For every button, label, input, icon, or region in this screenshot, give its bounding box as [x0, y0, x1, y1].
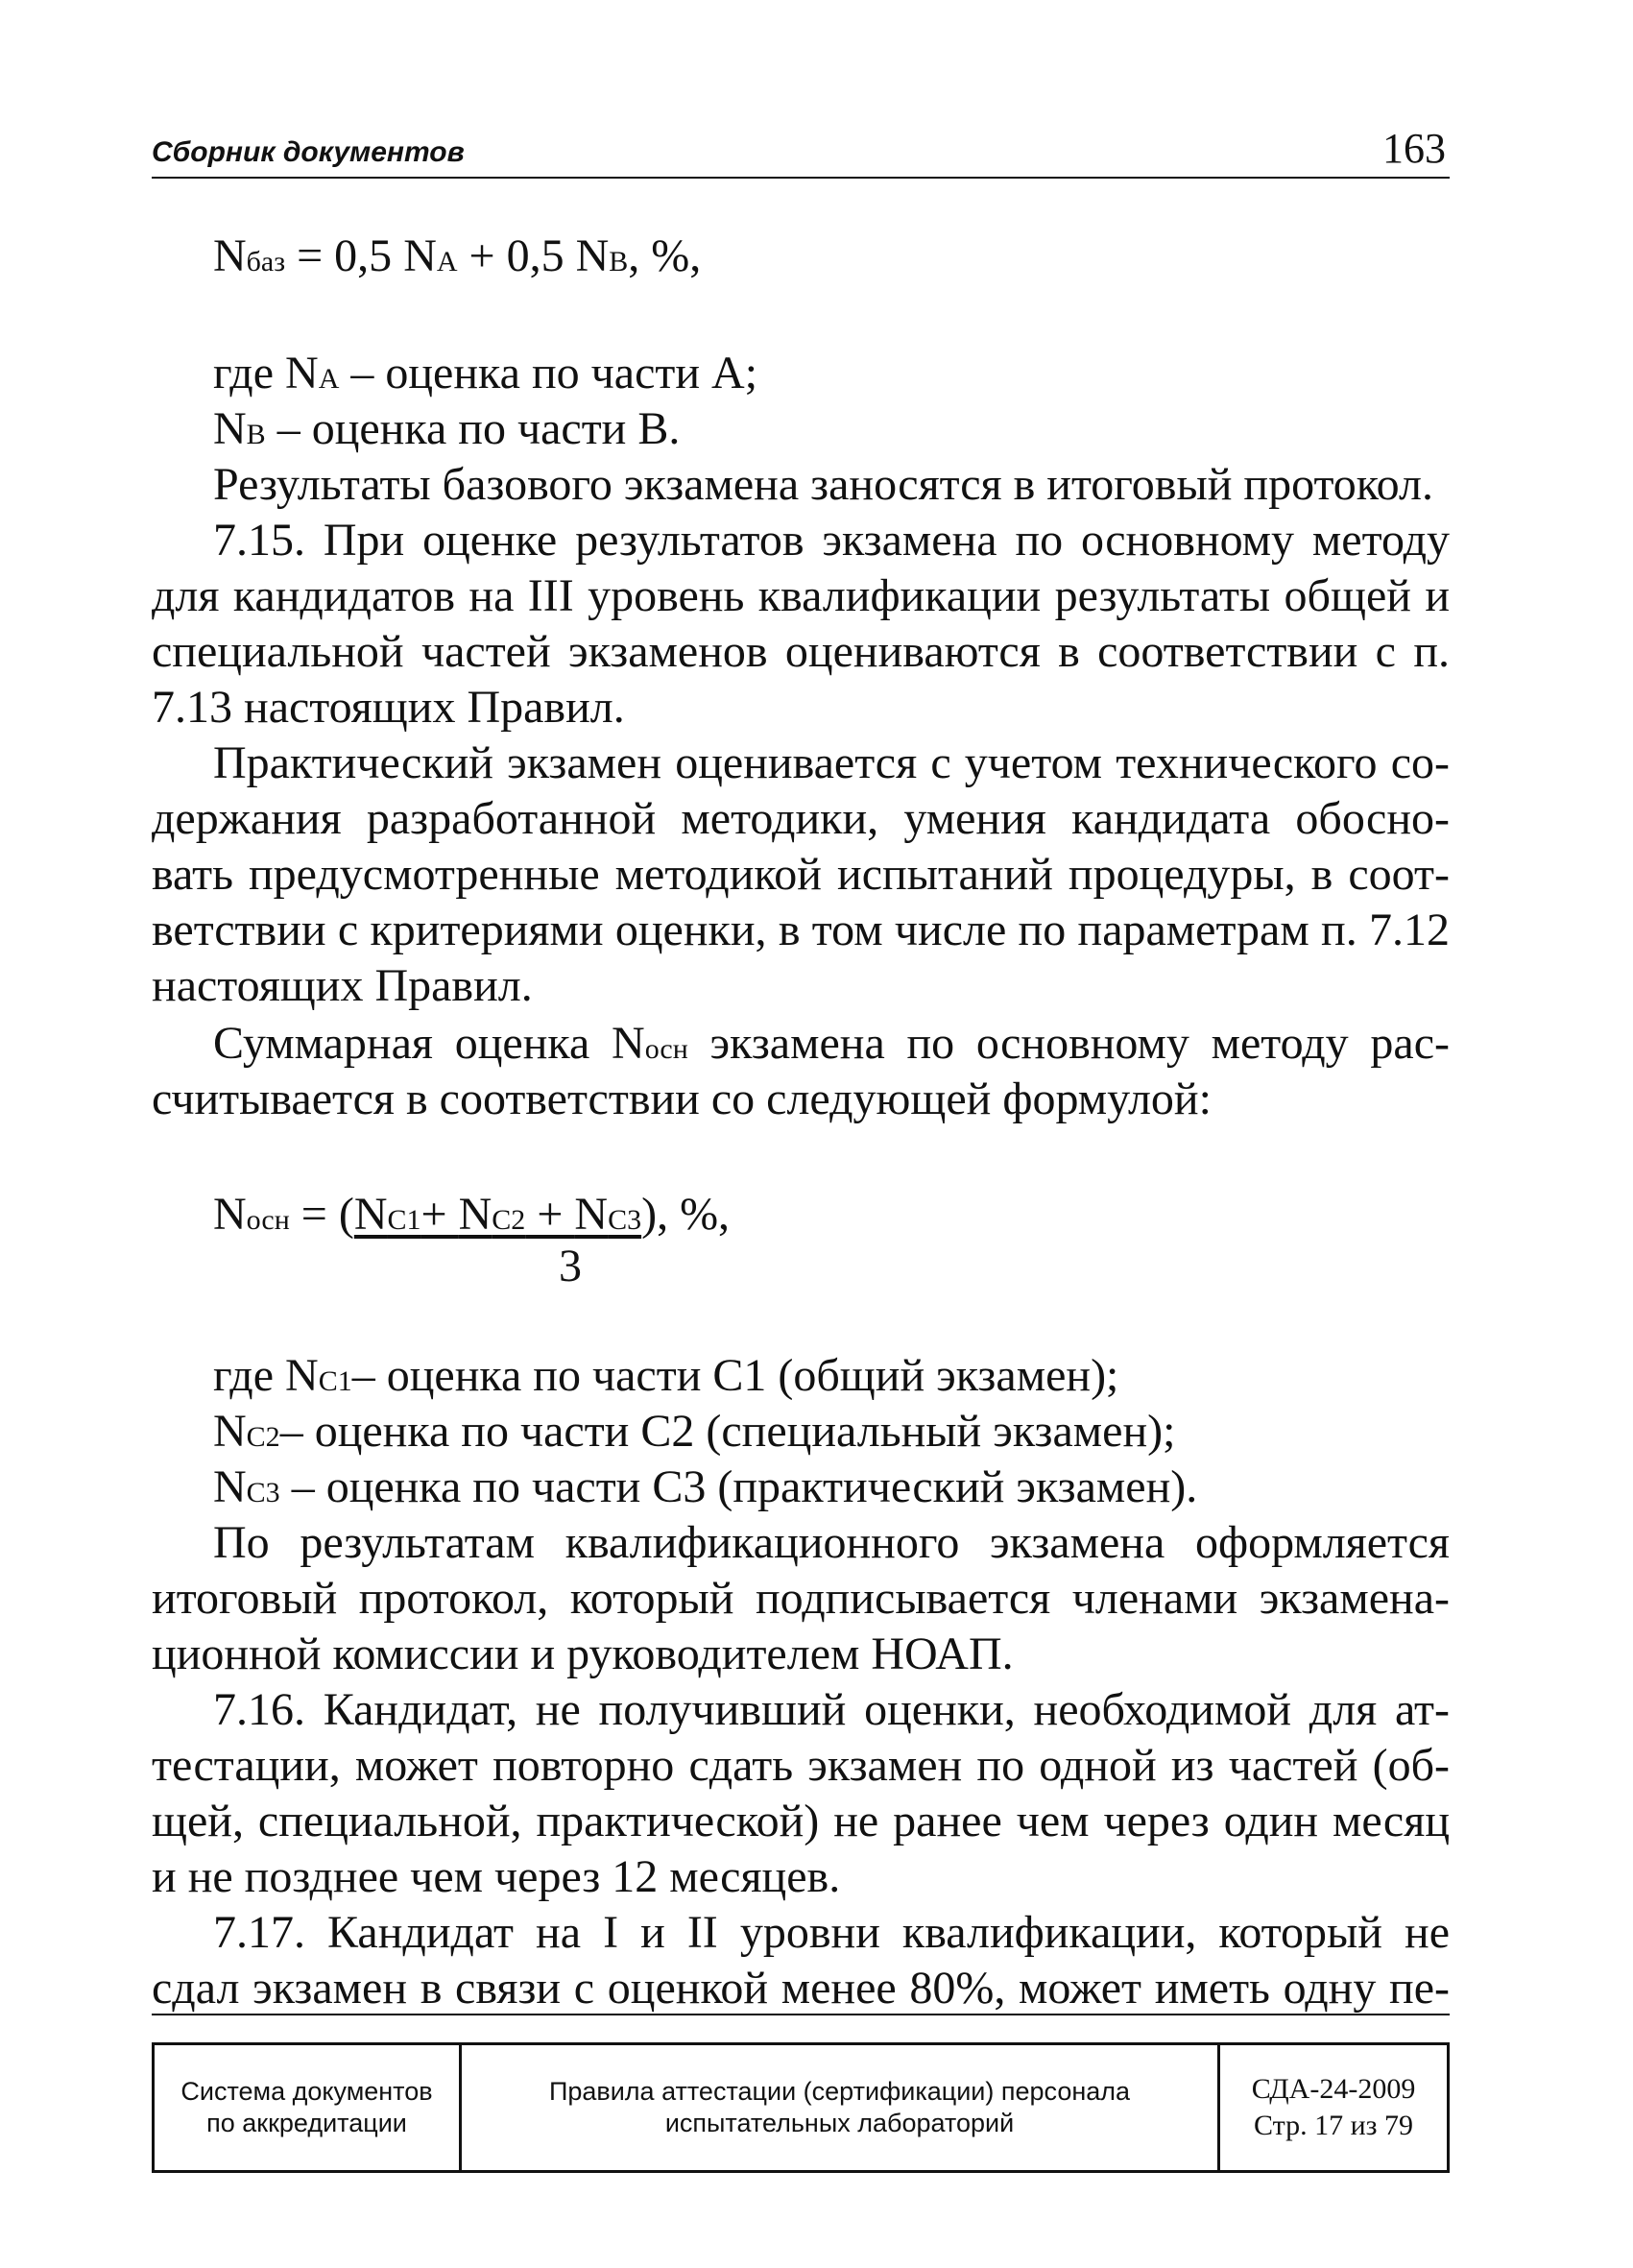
footer-system-line: по аккредитации	[206, 2109, 407, 2137]
protocol-paragraph-line: итоговый протокол, который подписывается членами экзамена-	[152, 1573, 1450, 1624]
formula-osn: Nосн = (NС1+ NС2 + NС3), %,	[213, 1189, 731, 1240]
section-7-16-line: щей, специальной, практической) не ранее чем через один месяц	[152, 1796, 1450, 1846]
section-7-15-line: специальной частей экзаменов оцениваются в соответствии с п.	[152, 626, 1450, 677]
footer-code-cell	[1220, 2045, 1447, 2170]
footer-title-cell	[462, 2045, 1220, 2170]
results-paragraph: Результаты базового экзамена заносятся в итоговый протокол.	[213, 459, 1433, 510]
section-7-16-line: тестации, может повторно сдать экзамен по одной из частей (об-	[152, 1740, 1450, 1791]
section-7-15-line: 7.15. При оценке результатов экзамена по основному методу	[213, 515, 1450, 566]
section-7-17-line: 7.17. Кандидат на I и II уровни квалификации, который не	[213, 1907, 1450, 1958]
practical-paragraph-line: вать предусмотренные методикой испытаний процедуры, в соот-	[152, 849, 1450, 900]
protocol-paragraph-line: По результатам квалификационного экзамена оформляется	[213, 1517, 1450, 1568]
where-b-line: NВ – оценка по части В.	[213, 403, 681, 454]
section-7-15-line: 7.13 настоящих Правил.	[152, 682, 625, 733]
footer-page-count: Стр. 17 из 79	[1254, 2110, 1413, 2141]
section-7-15-line: для кандидатов на III уровень квалификации результаты общей и	[152, 570, 1450, 621]
practical-paragraph-line: Практический экзамен оценивается с учетом технического со-	[213, 737, 1450, 788]
section-7-17-line: сдал экзамен в связи с оценкой менее 80%, может иметь одну пе-	[152, 1963, 1450, 2014]
footer-system-line: Система документов	[180, 2077, 433, 2106]
where-c2-line: NС2– оценка по части С2 (специальный экзамен);	[213, 1406, 1176, 1457]
page-number: 163	[1382, 125, 1446, 172]
where-c3-line: NС3 – оценка по части С3 (практический экзамен).	[213, 1461, 1198, 1512]
page-header	[152, 127, 1450, 179]
where-a-line: где NА – оценка по части А;	[213, 348, 758, 398]
running-title: Сборник документов	[152, 136, 465, 168]
footer-rule	[152, 2014, 1450, 2015]
practical-paragraph-line: держания разработанной методики, умения кандидата обосно-	[152, 793, 1450, 844]
footer-title-line: Правила аттестации (сертификации) персонала	[548, 2077, 1131, 2106]
footer-system-cell	[155, 2045, 462, 2170]
summary-paragraph-line: Суммарная оценка Nосн экзамена по основному методу рас-	[213, 1018, 1450, 1069]
practical-paragraph-line: настоящих Правил.	[152, 960, 533, 1011]
section-7-16-line: 7.16. Кандидат, не получивший оценки, необходимой для ат-	[213, 1684, 1450, 1735]
protocol-paragraph-line: ционной комиссии и руководителем НОАП.	[152, 1629, 1014, 1679]
summary-paragraph-line: считывается в соответствии со следующей формулой:	[152, 1074, 1212, 1124]
footer-title-line: испытательных лабораторий	[664, 2109, 1015, 2137]
where-c1-line: где NС1– оценка по части С1 (общий экзамен);	[213, 1350, 1119, 1401]
footer-table	[152, 2042, 1450, 2173]
formula-base: Nбаз = 0,5 NА + 0,5 NВ, %,	[213, 230, 702, 281]
footer-doc-code: СДА-24-2009	[1251, 2073, 1416, 2105]
formula-denominator: 3	[559, 1241, 582, 1291]
section-7-16-line: и не позднее чем через 12 месяцев.	[152, 1851, 841, 1902]
practical-paragraph-line: ветствии с критериями оценки, в том числе по параметрам п. 7.12	[152, 905, 1450, 955]
